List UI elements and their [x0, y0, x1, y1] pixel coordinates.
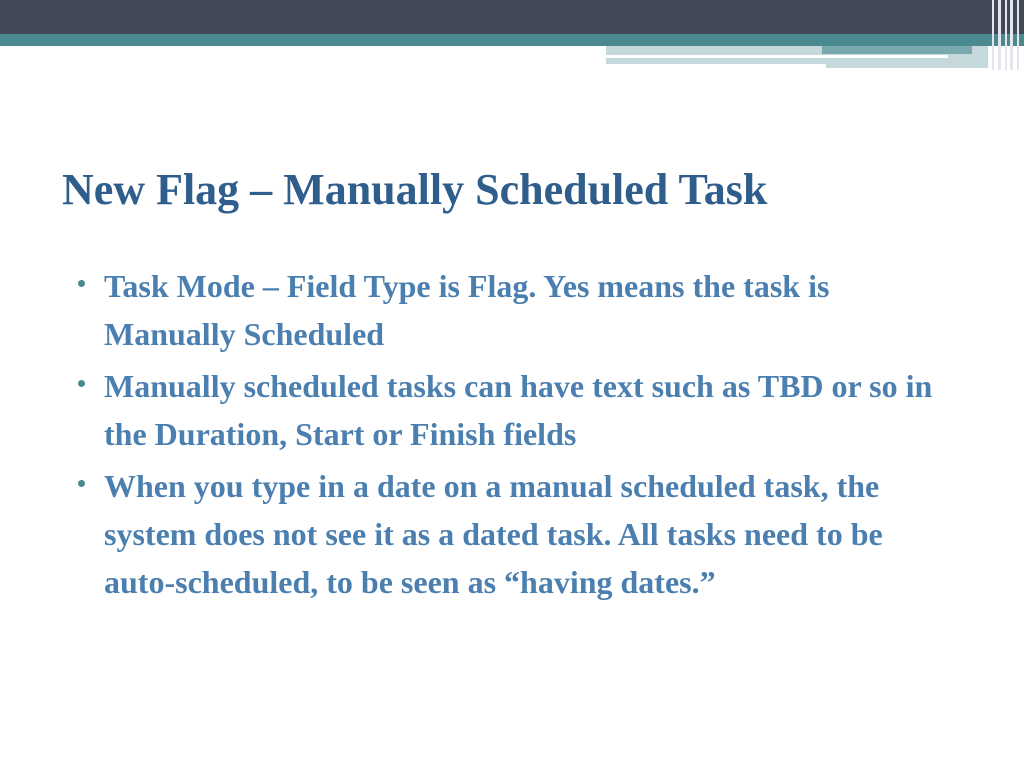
bullet-item	[78, 262, 958, 358]
header-teal-bar	[0, 34, 1024, 46]
bullet-list	[78, 262, 958, 610]
header-accent-line	[606, 55, 948, 58]
bullet-marker-icon	[78, 380, 85, 387]
bullet-text: Manually scheduled tasks can have text such as TBD or so in the Duration, Start or Finish fields	[104, 368, 933, 452]
bullet-item	[78, 362, 958, 458]
header-accent-teal	[822, 46, 972, 54]
bullet-text: When you type in a date on a manual scheduled task, the system does not see it as a dated task. All tasks need to be auto-scheduled, to be seen as “having dates.”	[104, 468, 883, 600]
header-accent-line-2	[606, 64, 826, 68]
header-vertical-stripes	[988, 0, 1024, 70]
slide-title: New Flag – Manually Scheduled Task	[62, 165, 768, 214]
bullet-item	[78, 462, 958, 606]
bullet-text: Task Mode – Field Type is Flag. Yes means the task is Manually Scheduled	[104, 268, 830, 352]
bullet-marker-icon	[78, 480, 85, 487]
header-dark-bar	[0, 0, 1024, 34]
bullet-marker-icon	[78, 280, 85, 287]
